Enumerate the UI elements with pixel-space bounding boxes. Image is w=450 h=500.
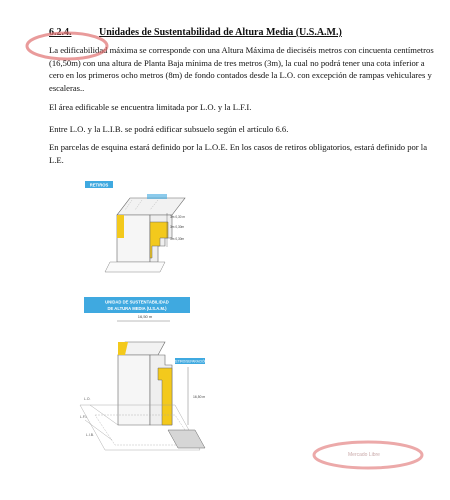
section-title: Unidades de Sustentabilidad de Altura Media (U.S.A.M.) [99,27,342,38]
svg-text:3m 0,30m: 3m 0,30m [170,237,185,241]
svg-text:UNIDAD DE SUSTENTABILIDAD: UNIDAD DE SUSTENTABILIDAD [105,299,169,305]
section-number: 6.2.4. [49,27,72,38]
svg-text:RETIROS: RETIROS [89,182,109,188]
svg-text:L.O.: L.O. [84,397,91,401]
svg-text:16,50 m: 16,50 m [193,395,206,399]
svg-text:RETIRO/SEPARACIÓN: RETIRO/SEPARACIÓN [173,359,207,364]
svg-text:DE ALTURA MEDIA (U.S.A.M.): DE ALTURA MEDIA (U.S.A.M.) [107,306,167,311]
retiros-label [85,181,113,188]
watermark-text: Mercado Libre [348,452,380,458]
paragraph-subsuelo: Entre L.O. y la L.I.B. se podrá edificar subsuelo según el artículo 6.6. [49,124,289,134]
svg-text:3m 0,30m: 3m 0,30m [170,225,185,229]
usam-building [80,342,207,450]
watermark-stamp [308,435,428,475]
paragraph-esquina: En parcelas de esquina estará definido por la L.O.E. En los casos de retiros obligatorios, estará definido por la L.E. [49,142,428,165]
paragraph-area-edificable: El área edificable se encuentra limitada por L.O. y la L.F.I. [49,102,252,112]
svg-text:L.I.B.: L.I.B. [86,433,94,437]
paragraph-edificabilidad: La edificabilidad máxima se corresponde con una Altura Máxima de dieciséis metros con cincuenta centímetros (16,50m) con una altura de Planta Baja mínima de tres metros (3m), la cual no podrá tener una cota inferior a cero en los primeros ocho metros (8m) de fondo contados desde la L.O. con excepción de rampas vehiculares y escaleras.. [49,45,434,93]
usam-label [84,297,190,321]
svg-text:16,50 m: 16,50 m [137,314,153,319]
retiros-building [105,194,185,272]
svg-text:3m 0,30 m: 3m 0,30 m [170,215,186,219]
svg-text:L.F.I.: L.F.I. [80,415,88,419]
